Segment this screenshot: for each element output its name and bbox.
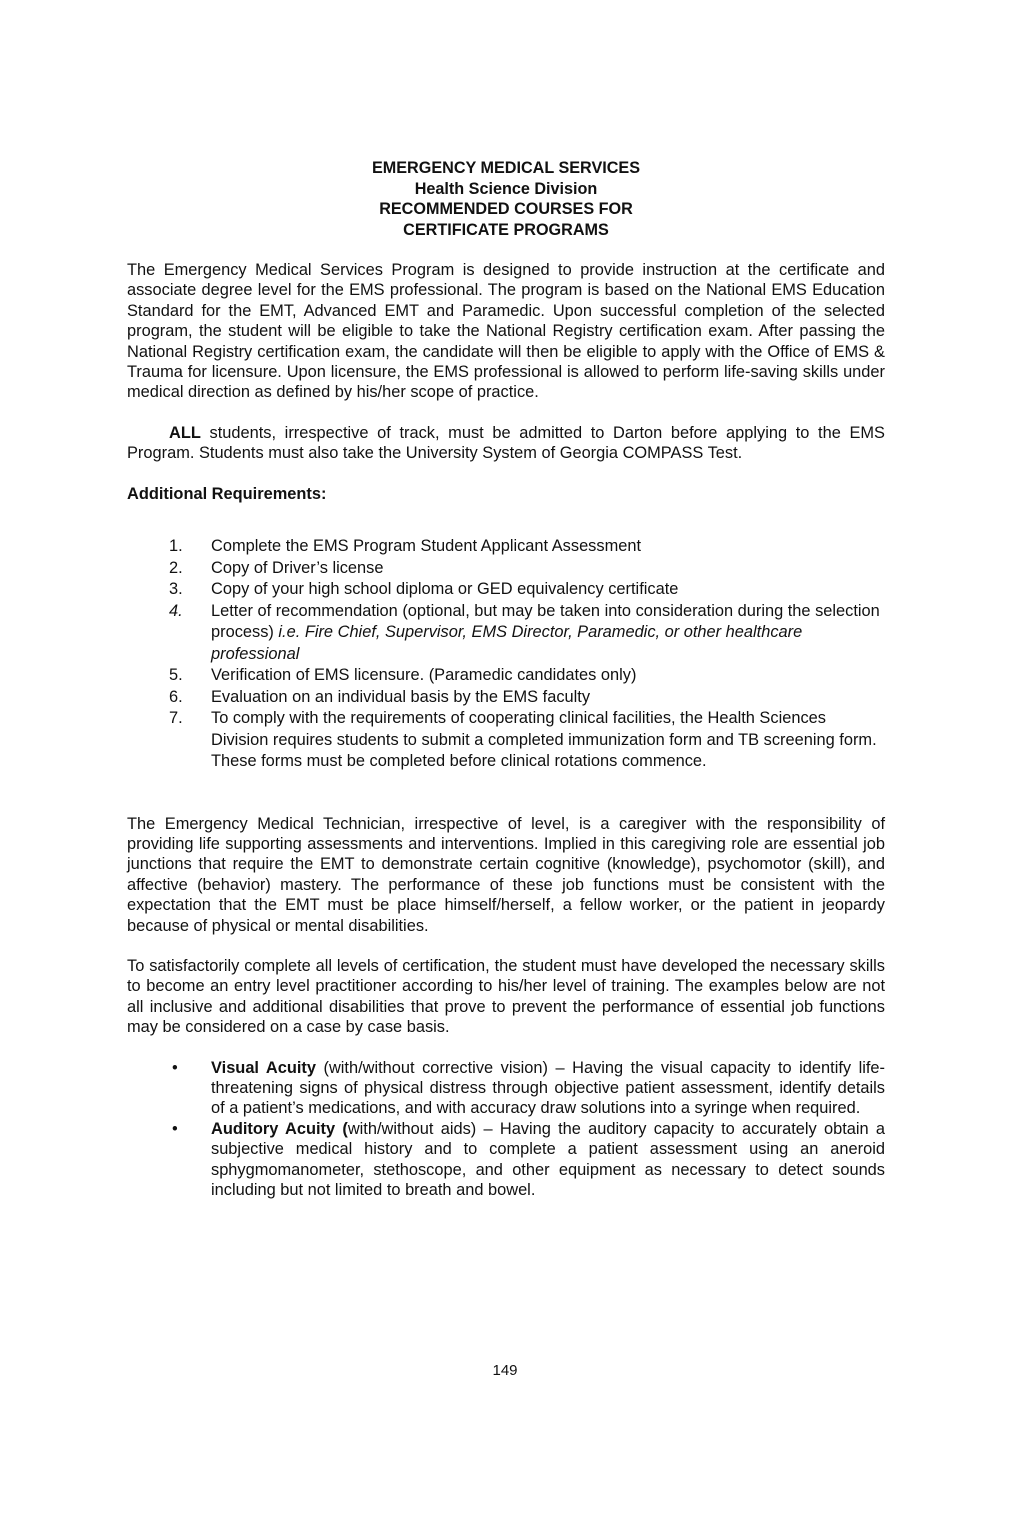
- acuity-title: Visual Acuity: [211, 1058, 316, 1077]
- acuity-title: Auditory Acuity (: [211, 1119, 348, 1138]
- requirement-number: 7.: [169, 709, 183, 728]
- requirement-number: 6.: [169, 687, 183, 706]
- requirements-heading: Additional Requirements:: [127, 484, 327, 503]
- admission-lead: ALL: [169, 423, 201, 442]
- requirement-text: Copy of Driver’s license: [211, 558, 384, 577]
- requirement-text: To comply with the requirements of cooperating clinical facilities, the Health Sciences Division requires students to submit a completed immunization form and TB screening form. These forms must be completed before clinical rotations commence.: [211, 709, 877, 771]
- requirement-number: 4.: [169, 601, 183, 620]
- admission-text: students, irrespective of track, must be admitted to Darton before applying to the EMS Program. Students must also take the University System of Georgia COMPASS Test.: [127, 423, 885, 463]
- requirement-number: 3.: [169, 580, 183, 599]
- requirement-text: Verification of EMS licensure. (Paramedic candidates only): [211, 666, 637, 685]
- requirement-number: 1.: [169, 537, 183, 556]
- acuity-text: with/without aids) – Having the auditory capacity to accurately obtain a subjective medical history and to complete a patient assessment using an aneroid sphygmomanometer, stethoscope, and other equipment as necessary to detect sounds including but not limited to breath and bowel.: [211, 1119, 885, 1200]
- requirements-list: [127, 536, 885, 773]
- requirement-item: [127, 708, 885, 773]
- requirement-item: [127, 536, 885, 558]
- acuity-list: [127, 1058, 885, 1201]
- requirement-number: 2.: [169, 558, 183, 577]
- requirement-number: 5.: [169, 666, 183, 685]
- intro-paragraph: The Emergency Medical Services Program is designed to provide instruction at the certificate and associate degree level for the EMS professional. The program is based on the National EMS Education Standard for the EMT, Advanced EMT and Paramedic. Upon successful completion of the selected program, the student will be eligible to take the National Registry certification exam. After passing the National Registry certification exam, the candidate will then be eligible to apply with the Office of EMS & Trauma for licensure. Upon licensure, the EMS professional is allowed to perform life-saving skills under medical direction as defined by his/her scope of practice.: [127, 261, 885, 402]
- requirement-text: Complete the EMS Program Student Applicant Assessment: [211, 537, 642, 556]
- requirement-text: Evaluation on an individual basis by the EMS faculty: [211, 687, 591, 706]
- certification-paragraph: To satisfactorily complete all levels of certification, the student must have developed the necessary skills to become an entry level practitioner according to his/her level of training. The examples below are not all inclusive and additional disabilities that prove to prevent the performance of essential job functions may be considered on a case by case basis.: [127, 957, 885, 1037]
- acuity-item: [127, 1119, 885, 1201]
- acuity-text: (with/without corrective vision) – Having the visual capacity to identify life-threatening signs of physical distress through objective patient assessment, identify details of a patient’s medications, and with accuracy draw solutions into a syringe when required.: [211, 1058, 886, 1118]
- document-page: [127, 158, 885, 1200]
- requirement-item: [127, 601, 885, 666]
- requirement-examples: i.e. Fire Chief, Supervisor, EMS Director, Paramedic, or other healthcare professional: [211, 623, 803, 663]
- requirement-text: Letter of recommendation (optional, but may be taken into consideration during the selection process): [211, 601, 880, 642]
- page-number: 149: [492, 1362, 518, 1379]
- requirement-text: Copy of your high school diploma or GED equivalency certificate: [211, 580, 679, 599]
- bullet-icon: •: [172, 1119, 178, 1138]
- requirement-item: [127, 687, 885, 709]
- acuity-item: [127, 1058, 885, 1119]
- title-line-3: RECOMMENDED COURSES FOR: [379, 200, 633, 218]
- requirement-item: [127, 579, 885, 601]
- title-line-2: Health Science Division: [414, 179, 598, 198]
- admission-paragraph: [127, 423, 885, 464]
- document-title: [127, 158, 885, 240]
- requirement-item: [127, 665, 885, 687]
- bullet-icon: •: [172, 1058, 178, 1077]
- title-line-1: EMERGENCY MEDICAL SERVICES: [371, 159, 641, 177]
- emt-paragraph: The Emergency Medical Technician, irrespective of level, is a caregiver with the responsibility of providing life supporting assessments and interventions. Implied in this caregiving role are essential job junctions that require the EMT to demonstrate certain cognitive (knowledge), psychomotor (skill), and affective (behavior) mastery. The performance of these job functions must be consistent with the expectation that the EMT must be place himself/herself, a fellow worker, or the patient in jeopardy because of physical or mental disabilities.: [127, 814, 885, 935]
- requirement-item: [127, 558, 885, 580]
- title-line-4: CERTIFICATE PROGRAMS: [403, 220, 609, 239]
